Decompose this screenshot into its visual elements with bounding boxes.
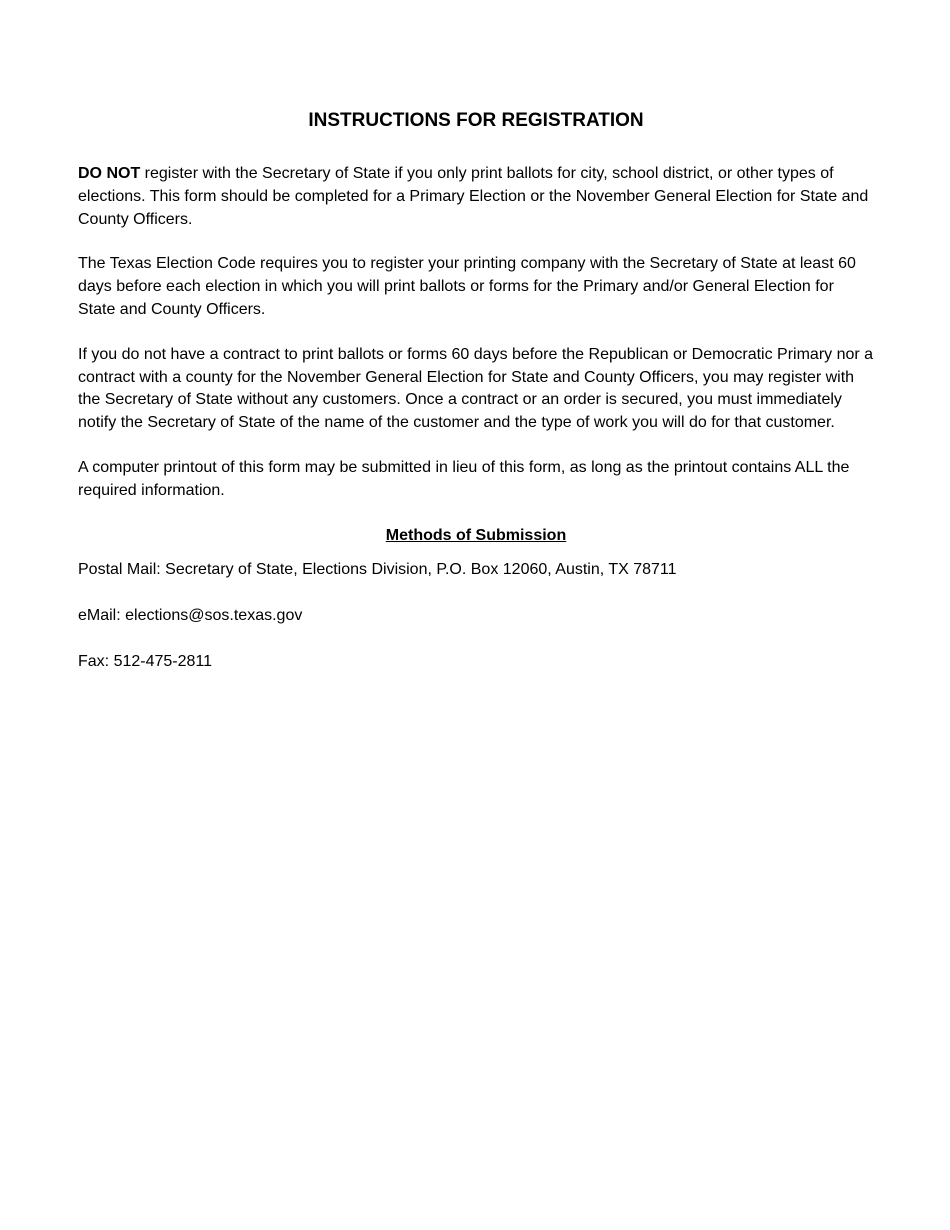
email-line: eMail: elections@sos.texas.gov <box>78 607 303 625</box>
page-title: INSTRUCTIONS FOR REGISTRATION <box>308 110 644 131</box>
postal-mail-line: Postal Mail: Secretary of State, Elections Division, P.O. Box 12060, Austin, TX 78711 <box>78 561 677 579</box>
paragraph-computer-printout: A computer printout of this form may be submitted in lieu of this form, as long as the printout contains ALL the required information. <box>78 458 850 499</box>
paragraph-lead-bold: DO NOT <box>78 165 141 182</box>
paragraph-do-not-register <box>78 163 874 231</box>
fax-line: Fax: 512-475-2811 <box>78 652 213 670</box>
paragraph-no-contract: If you do not have a contract to print ballots or forms 60 days before the Republican or Democratic Primary nor a contract with a county for the November General Election for State and County Officers, you may register with the Secretary of State without any customers. Once a contract or an order is secured, you must immediately notify the Secretary of State of the name of the customer and the type of work you will do for that customer. <box>78 345 874 432</box>
instructions-page <box>78 108 874 697</box>
submission-methods-heading: Methods of Submission <box>385 526 567 544</box>
paragraph-election-code: The Texas Election Code requires you to register your printing company with the Secretary of State at least 60 days before each election in which you will print ballots or forms for the Primary and/or General Election for State and County Officers. <box>78 255 856 318</box>
paragraph-text: register with the Secretary of State if you only print ballots for city, school district, or other types of elections. This form should be completed for a Primary Election or the November General Election for State and County Officers. <box>78 165 869 228</box>
